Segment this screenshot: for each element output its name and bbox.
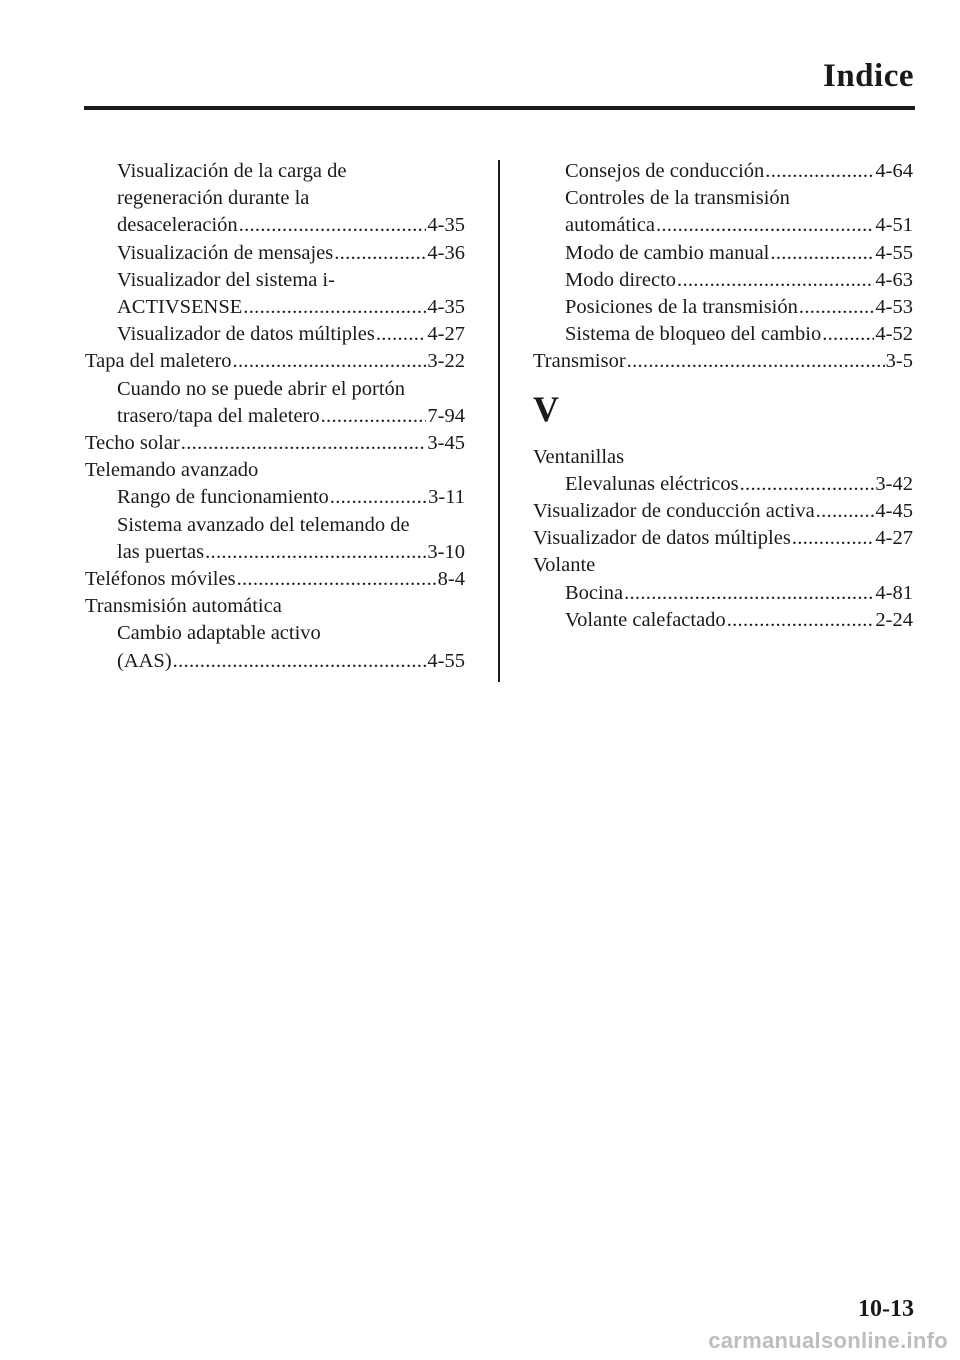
index-page-ref: 4-55 (427, 649, 465, 672)
index-subentry (85, 403, 465, 430)
index-page-ref: 4-51 (875, 214, 913, 237)
index-subentry (533, 158, 913, 185)
index-entry-label: Transmisor (533, 350, 626, 373)
index-entry-label: Teléfonos móviles (85, 568, 236, 591)
index-entry-label: Rango de funcionamiento (117, 486, 329, 509)
index-entry-label: Tapa del maletero (85, 350, 232, 373)
index-subentry (533, 212, 913, 239)
index-subentry (85, 539, 465, 566)
dot-leader (239, 212, 427, 239)
index-page-ref: 3-42 (875, 472, 913, 495)
index-subentry (533, 240, 913, 267)
index-entry-label: Bocina (565, 581, 624, 604)
index-page-ref: 3-5 (885, 350, 913, 373)
index-subentry (85, 648, 465, 675)
index-entry (533, 525, 913, 552)
index-subentry-heading: Cuando no se puede abrir el portón (117, 377, 406, 400)
page-number: 10-13 (858, 1296, 914, 1322)
dot-leader (624, 580, 874, 607)
index-page-ref: 2-24 (875, 608, 913, 631)
index-entry (85, 430, 465, 457)
index-entry-label: ACTIVSENSE (117, 296, 243, 319)
index-entry-label: trasero/tapa del maletero (117, 404, 320, 427)
index-entry (533, 498, 913, 525)
dot-leader (321, 403, 427, 430)
index-entry-label: las puertas (117, 540, 205, 563)
index-entry-label: Modo de cambio manual (565, 241, 770, 264)
index-subentry (533, 267, 913, 294)
index-entry-label: Modo directo (565, 268, 677, 291)
dot-leader (243, 294, 426, 321)
index-entry-label: Elevalunas eléctricos (565, 472, 739, 495)
dot-leader (205, 539, 426, 566)
index-subentry-heading: Cambio adaptable activo (117, 622, 321, 645)
index-entry-label: Consejos de conducción (565, 160, 765, 182)
index-subentry-heading: Visualización de la carga de (117, 160, 347, 182)
column-divider (498, 160, 500, 682)
dot-leader (727, 607, 875, 634)
dot-leader (334, 240, 426, 267)
index-page-ref: 4-27 (875, 527, 913, 550)
index-subentry-heading: Controles de la transmisión (565, 187, 790, 210)
dot-leader (792, 525, 875, 552)
index-subentry (533, 607, 913, 634)
index-subentry (85, 321, 465, 348)
index-subentry (533, 471, 913, 498)
index-entry (533, 348, 913, 375)
index-entry-label: Posiciones de la transmisión (565, 296, 798, 319)
index-page-ref: 4-35 (427, 214, 465, 237)
index-column-right (533, 158, 913, 634)
index-subentry-heading: Sistema avanzado del telemando de (117, 513, 410, 536)
dot-leader (677, 267, 874, 294)
index-page-ref: 4-53 (875, 296, 913, 319)
index-subentry (85, 294, 465, 321)
index-entry-label: Volante calefactado (565, 608, 726, 631)
index-page-ref: 7-94 (427, 404, 465, 427)
index-entry-label: (AAS) (117, 649, 172, 672)
index-subentry (533, 294, 913, 321)
dot-leader (376, 321, 427, 348)
index-subentry (85, 484, 465, 511)
dot-leader (173, 648, 427, 675)
index-page-ref: 4-36 (427, 241, 465, 264)
index-entry-label: Visualización de mensajes (117, 241, 334, 264)
index-page-ref: 4-63 (875, 268, 913, 291)
index-entry-label: automática (565, 214, 655, 237)
index-entry-heading: Volante (533, 554, 596, 577)
index-entry-heading: Telemando avanzado (85, 459, 259, 482)
dot-leader (627, 348, 885, 375)
index-entry-label: Sistema de bloqueo del cambio (565, 323, 822, 346)
index-page-ref: 4-35 (427, 296, 465, 319)
index-page-ref: 4-55 (875, 241, 913, 264)
index-page-ref: 4-52 (875, 323, 913, 346)
index-column-left (85, 158, 465, 675)
index-page-ref: 8-4 (437, 568, 465, 591)
dot-leader (656, 212, 874, 239)
index-entry-label: Visualizador de conducción activa (533, 500, 815, 523)
dot-leader (181, 430, 427, 457)
dot-leader (822, 321, 874, 348)
index-subentry-heading: regeneración durante la (117, 187, 310, 210)
index-page-ref: 4-45 (875, 500, 913, 523)
dot-leader (237, 566, 437, 593)
dot-leader (233, 348, 427, 375)
index-page-ref: 3-11 (428, 486, 465, 509)
index-subentry (533, 580, 913, 607)
index-subentry (533, 321, 913, 348)
dot-leader (799, 294, 875, 321)
watermark[interactable]: carmanualsonline.info (708, 1328, 948, 1353)
index-page-ref: 3-10 (427, 540, 465, 563)
index-entry-label: desaceleración (117, 214, 238, 237)
page-title: Indice (822, 58, 914, 94)
index-entry (85, 566, 465, 593)
index-page-ref: 3-22 (427, 350, 465, 373)
index-page-ref: 4-64 (875, 160, 913, 182)
dot-leader (816, 498, 875, 525)
index-page-ref: 4-27 (427, 323, 465, 346)
dot-leader (765, 158, 874, 185)
index-entry-label: Visualizador de datos múltiples (117, 323, 375, 346)
index-entry (85, 348, 465, 375)
index-page-ref: 3-45 (427, 432, 465, 455)
index-page-ref: 4-81 (875, 581, 913, 604)
dot-leader (770, 240, 874, 267)
index-entry-heading: Ventanillas (533, 445, 625, 468)
index-subentry (85, 240, 465, 267)
dot-leader (740, 471, 875, 498)
index-entry-label: Visualizador de datos múltiples (533, 527, 791, 550)
index-subentry (85, 212, 465, 239)
header-rule (84, 106, 915, 110)
index-entry-label: Techo solar (85, 432, 180, 455)
index-subentry-heading: Visualizador del sistema i- (117, 268, 335, 291)
section-letter: V (533, 388, 559, 429)
dot-leader (330, 484, 427, 511)
index-entry-heading: Transmisión automática (85, 595, 282, 618)
